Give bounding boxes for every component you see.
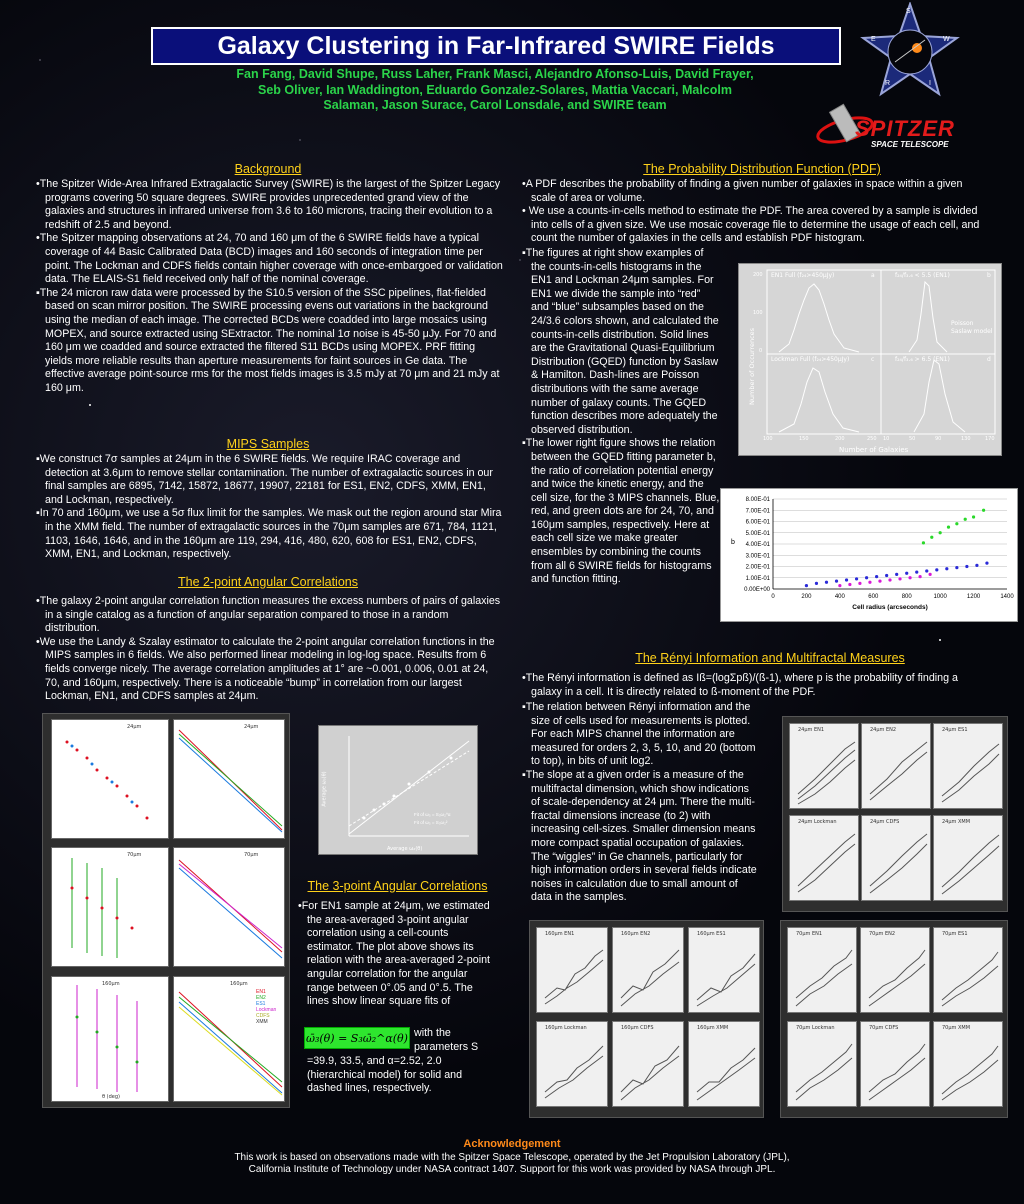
renyi-24-es1-label: 24μm ES1 — [942, 727, 968, 733]
renyi-70-en2-label: 70μm EN2 — [869, 931, 896, 937]
ack-line-1: This work is based on observations made with the Spitzer Space Telescope, operated by the Jet Propulsion Laboratory (JPL), — [234, 1152, 790, 1163]
legend-lockman: Lockman — [256, 1007, 277, 1013]
renyi-24-en1 — [789, 723, 859, 809]
b-chart-xtick-label: 1200 — [966, 594, 981, 600]
hist-xtick-5: 10 — [883, 436, 890, 442]
corr-plot-24-data — [51, 719, 169, 839]
spitzer-logo — [815, 100, 980, 152]
b-chart-point-series-1 — [965, 565, 968, 568]
hist-legend-saslaw: Saslaw model — [951, 328, 993, 335]
renyi-160-lockman-label: 160μm Lockman — [545, 1025, 587, 1031]
b-chart-point-series-2 — [898, 577, 901, 580]
hist-tag-c: c — [871, 356, 875, 363]
renyi-24-xmm-label: 24μm XMM — [942, 819, 971, 825]
corr-xlabel: θ (deg) — [102, 1094, 120, 1100]
three-point-formula: ω̄₃(θ) = S₃ω̄₂^α(θ) — [304, 1027, 410, 1049]
renyi-70-xmm — [933, 1021, 1003, 1107]
renyi-text-top — [522, 672, 988, 699]
mips-item-1: ▪ We construct 7σ samples at 24μm in the 6 SWIRE fields. We require IRAC coverage and detection at 3.6μm to remove stellar contamination. The number of extragalactic sources in our final samples are 6895, 7142, 15872, 18677, 19907, 22181 for ES1, EN2, CDFS, XMM, EN1, and Lockman, respectively. — [36, 453, 504, 507]
hist-xlabel: Number of Galaxies — [839, 446, 909, 454]
corr-fit-label-160: 160μm — [230, 981, 248, 987]
swire-letter-i: I — [929, 80, 931, 87]
hist-tag-a: a — [871, 272, 875, 279]
b-chart-point-series-2 — [838, 584, 841, 587]
mips-text — [36, 453, 504, 562]
hist-ytick-100: 100 — [753, 310, 763, 316]
three-point-ylabel: Average ω₃(θ) — [321, 771, 328, 807]
renyi-70-xmm-label: 70μm XMM — [942, 1025, 971, 1031]
b-chart-point-series-1 — [925, 569, 928, 572]
hist-xtick-3: 200 — [835, 436, 845, 442]
b-chart-xtick-label: 1000 — [933, 594, 947, 600]
corr-fit-label-24: 24μm — [244, 724, 259, 730]
corr-legend — [256, 989, 276, 1025]
swire-letter-r: R — [885, 80, 891, 87]
mips-item-2: ▪ In 70 and 160μm, we use a 5σ flux limit for the samples. We mask out the region around star Mira in the XMM field. The number of extragalactic sources in the 70μm samples are 671, 784, 1121, 1103, 1646, 1646, and in the 160μm are 119, 294, 416, 480, 620, 608 for ES1, EN2, CDFS, XMM, EN1, and Lockman, respectively. — [36, 507, 504, 561]
pdf-text-left — [522, 247, 720, 587]
b-chart-point-series-2 — [929, 573, 932, 576]
pdf-heading: The Probability Distribution Function (PDF) — [643, 162, 881, 176]
renyi-70-es1-label: 70μm ES1 — [942, 931, 968, 937]
renyi-70-en1-label: 70μm EN1 — [796, 931, 823, 937]
hist-panel-a: EN1 Full (f₂₄>450μJy) — [771, 272, 835, 279]
three-point-heading: The 3-point Angular Correlations — [307, 879, 488, 893]
legend-cdfs: CDFS — [256, 1013, 270, 1019]
pdf-item-4: ▪ The lower right figure shows the relation between the GQED fitting parameter b, the ratio of correlation potential energy and twice the kinetic energy, and the cell size, for the 3 MIPS channels. Blue, red, and green dots are for 24, 70, and 160μm samples, respectively. Here at each cell size we make greater ensembles by combining the counts from all 6 SWIRE fields for histograms and function fitting. — [522, 437, 720, 587]
hist-legend-poisson: Poisson — [951, 320, 974, 327]
renyi-160-es1 — [688, 927, 760, 1013]
b-chart-point-series-1 — [825, 581, 828, 584]
b-chart-point-series-1 — [835, 580, 838, 583]
b-chart-point-series-1 — [865, 576, 868, 579]
b-chart-xtick-label: 0 — [771, 594, 775, 600]
renyi-24-cdfs-label: 24μm CDFS — [870, 819, 900, 825]
three-point-plot — [318, 725, 478, 855]
pdf-item-1: • A PDF describes the probability of finding a given number of galaxies in space within a given scale of area or volume. — [522, 178, 988, 205]
b-chart-svg — [721, 489, 1019, 623]
b-chart-point-series-3 — [982, 509, 985, 512]
background-item-2: • The Spitzer mapping observations at 24, 70 and 160 μm of the 6 SWIRE fields have a typical coverage of 44 Basic Calibrated Data (BCD) images and 160 seconds of integration time per point. The Lockman and CDFS fields contain higher coverage with once-embargoed or validation data. The ELAIS-S1 field received only half of the nominal coverage. — [36, 232, 504, 286]
corr-plot-160-data — [51, 976, 169, 1102]
renyi-160-es1-label: 160μm ES1 — [697, 931, 726, 937]
ack-heading: Acknowledgement — [463, 1138, 561, 1150]
renyi-item-1: • The Rényi information is defined as Iß=(logΣpß)/(ß-1), where p is the probability of finding a galaxy in a cell. It is directly related to ß-moment of the PDF. — [522, 672, 988, 699]
b-chart-ytick-label: 3.00E-01 — [745, 553, 770, 560]
renyi-160-cdfs-label: 160μm CDFS — [621, 1025, 654, 1031]
renyi-24-lockman-label: 24μm Lockman — [798, 819, 837, 825]
b-chart-ylabel: b — [731, 539, 735, 546]
renyi-24-en2-label: 24μm EN2 — [870, 727, 897, 733]
swire-letter-e: E — [871, 36, 876, 43]
renyi-70-cdfs — [860, 1021, 930, 1107]
b-chart-point-series-1 — [915, 571, 918, 574]
b-chart-point-series-3 — [947, 526, 950, 529]
swire-letter-s: S — [906, 8, 911, 15]
two-point-item-2: • We use the Landy & Szalay estimator to calculate the 2-point angular correlation functions in the MIPS samples in 6 fields. We also performed linear modeling in log-log space. Results from 6 fields converge nicely. The average correlation amplitudes at 1° are ~0.001, 0.006, 0.01 at 24, 70, and 160μm, respectively. There is a noticeable “bump” in correlation from our largest Lockman, EN1, and CDFS samples at 24μm. — [36, 636, 504, 704]
b-chart-point-series-1 — [905, 572, 908, 575]
legend-en1: EN1 — [256, 989, 266, 995]
b-chart-point-series-1 — [885, 574, 888, 577]
spitzer-wordmark: SPITZER — [855, 116, 955, 141]
renyi-70-cdfs-label: 70μm CDFS — [869, 1025, 899, 1031]
pdf-item-3: ▪ The figures at right show examples of the counts-in-cells histograms in the EN1 and Lockman 24μm samples. For EN1 we divide the sample into “red” and “blue” subsamples based on the 24/3.6 colors shown, and calculated the counts-in-cells distribution. Solid lines are the Gravitational Quasi-Equilibrium Distribution (GQED) function by Saslaw & Hamilton. Dash-lines are Poisson distributions with the same average number of galaxy counts. The GQED function describes more adequately the observed distribution. — [522, 247, 720, 437]
renyi-160-en2 — [612, 927, 684, 1013]
hist-panel-b: f₂₄/f₃.₆ < 5.5 (EN1) — [895, 272, 950, 279]
renyi-160-xmm-label: 160μm XMM — [697, 1025, 729, 1031]
hist-tag-b: b — [987, 272, 991, 279]
corr-points-24 — [66, 741, 149, 820]
renyi-160-cdfs — [612, 1021, 684, 1107]
b-chart-ytick-label: 5.00E-01 — [745, 530, 770, 537]
background-heading: Background — [234, 162, 302, 176]
hist-ylabel: Number of Occurrences — [748, 327, 756, 405]
b-chart-ytick-label: 7.00E-01 — [745, 508, 770, 515]
b-chart-point-series-1 — [815, 582, 818, 585]
three-point-legend — [414, 811, 451, 827]
hist-ytick-200: 200 — [753, 272, 763, 278]
renyi-160-lockman — [536, 1021, 608, 1107]
background-item-3: ▪ The 24 micron raw data were processed by the S10.5 version of the SSC pipelines, flat-fielded based on scan mirror position. The SWIRE processing evens out variations in the background using the median of each image. The corrected BCDs were coadded into large mosaics using MOPEX, and source extracted using SExtractor. The nominal 1σ noise is 45-50 μJy. For 70 and 160 μm we coadded and source extracted the filtered S11 BCDs using MOPEX. PRF fitting yields more reliable results than aperture measurements for faint sources in Ge data. The effective average point-source rms for the most fields images is 3.5 mJy at 70 μm and 21 mJy at 160 μm. — [36, 287, 504, 396]
two-point-text — [36, 595, 504, 704]
three-point-legend-dashed: Fit of ω₃ = S₃ω₂² — [414, 820, 448, 825]
b-chart-xtick-label: 400 — [834, 594, 845, 600]
b-chart-ytick-label: 1.00E-01 — [745, 575, 770, 582]
renyi-24-es1 — [933, 723, 1003, 809]
b-chart-point-series-3 — [930, 536, 933, 539]
hist-xtick-9: 170 — [985, 436, 995, 442]
b-chart-point-series-2 — [878, 580, 881, 583]
corr-row-label-70: 70μm — [127, 852, 142, 858]
hist-panel-c: Lockman Full (f₂₄>450μJy) — [771, 356, 850, 363]
renyi-160-en1 — [536, 927, 608, 1013]
hist-xtick-8: 130 — [961, 436, 971, 442]
three-point-xlabel: Average ω₂(θ) — [387, 846, 423, 852]
renyi-160-en2-label: 160μm EN2 — [621, 931, 651, 937]
b-chart-point-series-3 — [972, 515, 975, 518]
renyi-text-left — [522, 701, 758, 905]
three-point-after: =39.9, 33.5, and α=2.52, 2.0 (hierarchical model) for solid and dashed lines, respectively. — [307, 1055, 463, 1095]
b-chart-point-series-3 — [922, 541, 925, 544]
author-list: Fan Fang, David Shupe, Russ Laher, Frank Masci, Alejandro Afonso-Luis, David Frayer, Seb Oliver, Ian Waddington, Eduardo Gonzalez-Solares, Mattia Vaccari, Malcolm Salaman, Jason Surace, Carol Lonsdale, and SWIRE team — [236, 67, 754, 112]
renyi-24-figure — [782, 716, 1008, 912]
b-chart-point-series-1 — [845, 578, 848, 581]
b-chart-point-series-2 — [848, 583, 851, 586]
swire-letter-w: W — [943, 36, 950, 43]
renyi-70-es1 — [933, 927, 1003, 1013]
b-chart-ytick-label: 8.00E-01 — [745, 497, 770, 503]
two-point-item-1: • The galaxy 2-point angular correlation function measures the excess numbers of pairs of galaxies in a single catalog as a function of angular separation compared to those in a random distribution. — [36, 595, 504, 636]
three-point-text — [298, 900, 493, 1009]
b-chart-xtick-label: 1400 — [1000, 594, 1014, 600]
hist-tag-d: d — [987, 356, 991, 363]
renyi-24-en1-label: 24μm EN1 — [798, 727, 825, 733]
pdf-item-2: • We use a counts-in-cells method to estimate the PDF. The area covered by a sample is divided into cells of a given size. We use mosaic coverage file to determine the usage of each cell, and count the number of galaxies in the cells and establish PDF histogram. — [522, 205, 988, 246]
b-chart-point-series-1 — [975, 564, 978, 567]
renyi-160-xmm — [688, 1021, 760, 1107]
b-chart-point-series-1 — [985, 562, 988, 565]
three-point-item: • For EN1 sample at 24μm, we estimated the area-averaged 3-point angular correlation using a cell-counts estimator. The plot above shows its relation with the area-averaged 2-point angular correlation for the angular range between 0°.05 and 0°.5. The lines show linear square fits of — [298, 900, 493, 1009]
renyi-heading: The Rényi Information and Multifractal Measures — [635, 651, 905, 665]
two-point-figure — [42, 713, 290, 1108]
legend-xmm: XMM — [256, 1019, 268, 1025]
b-chart-xlabel: Cell radius (arcseconds) — [852, 604, 928, 611]
legend-es1: ES1 — [256, 1001, 266, 1007]
legend-en2: EN2 — [256, 995, 266, 1001]
b-chart-point-series-1 — [955, 566, 958, 569]
renyi-item-3: ▪ The slope at a given order is a measure of the multifractal dimension, which show indications of scale-dependency at 24 μm. There the multi-fractal dimensions increase (to 2) with increasing cell-sizes. Smaller dimension means more compact spatial occupation of galaxies. The “wiggles” in Ge channels, particularly for high information orders in several fields indicate noises in calculation due to small amount of data in the samples. — [522, 769, 758, 905]
renyi-24-cdfs — [861, 815, 931, 901]
swire-logo — [855, 2, 965, 102]
renyi-70-lockman-label: 70μm Lockman — [796, 1025, 835, 1031]
b-chart-point-series-1 — [805, 584, 808, 587]
histogram-figure — [738, 263, 1002, 456]
hist-xtick-2: 150 — [799, 436, 809, 442]
three-point-with: with the parameters S — [414, 1027, 479, 1053]
b-chart-point-series-2 — [858, 582, 861, 585]
b-chart-point-series-2 — [908, 576, 911, 579]
renyi-70-lockman — [787, 1021, 857, 1107]
two-point-heading: The 2-point Angular Correlations — [178, 575, 358, 589]
b-chart-xtick-label: 200 — [801, 594, 812, 600]
hist-panel-d: f₂₄/f₃.₆ > 6.5 (EN1) — [895, 356, 950, 363]
hist-xtick-7: 90 — [935, 436, 942, 442]
renyi-item-2: ▪ The relation between Rényi information and the size of cells used for measurements is plotted. For each MIPS channel the information are measured for orders 2, 3, 5, 10, and 20 (bottom to top), in bits of unit log2. — [522, 701, 758, 769]
poster-title: Galaxy Clustering in Far-Infrared SWIRE Fields — [151, 27, 841, 65]
b-chart-point-series-2 — [868, 581, 871, 584]
corr-plot-70-data — [51, 847, 169, 967]
corr-plot-24-fit — [173, 719, 285, 839]
renyi-24-en2 — [861, 723, 931, 809]
corr-fit-label-70: 70μm — [244, 852, 259, 858]
b-chart-point-series-1 — [875, 575, 878, 578]
b-parameter-chart — [720, 488, 1018, 622]
b-chart-point-series-2 — [888, 578, 891, 581]
b-chart-point-series-1 — [855, 577, 858, 580]
b-chart-xtick-label: 800 — [901, 594, 912, 600]
b-chart-point-series-3 — [939, 531, 942, 534]
b-chart-point-series-3 — [964, 518, 967, 521]
hist-xtick-1: 100 — [763, 436, 773, 442]
b-chart-point-series-2 — [918, 575, 921, 578]
b-chart-ytick-label: 6.00E-01 — [745, 519, 770, 526]
three-point-legend-solid: Fit of ω₃ = S₃ω₂^α — [414, 812, 451, 817]
hist-xtick-6: 50 — [909, 436, 916, 442]
renyi-70-en1 — [787, 927, 857, 1013]
background-text — [36, 178, 504, 396]
mips-heading: MIPS Samples — [226, 437, 310, 451]
ack-line-2: California Institute of Technology under NASA contract 1407. Support for this work was provided by NASA through JPL. — [248, 1164, 776, 1175]
corr-plot-70-fit — [173, 847, 285, 967]
corr-row-label-24: 24μm — [127, 724, 142, 730]
renyi-160-en1-label: 160μm EN1 — [545, 931, 575, 937]
b-chart-point-series-1 — [895, 573, 898, 576]
b-chart-xtick-label: 600 — [868, 594, 879, 600]
pdf-text-top — [522, 178, 988, 246]
b-chart-point-series-3 — [955, 522, 958, 525]
b-chart-point-series-1 — [935, 568, 938, 571]
spitzer-subtitle: SPACE TELESCOPE — [871, 140, 949, 149]
b-chart-ytick-label: 2.00E-01 — [745, 564, 770, 571]
hist-xtick-4: 250 — [867, 436, 877, 442]
b-chart-ytick-label: 4.00E-01 — [745, 542, 770, 548]
renyi-24-lockman — [789, 815, 859, 901]
hist-ytick-0: 0 — [759, 348, 763, 354]
renyi-160-figure — [529, 920, 764, 1118]
b-chart-ytick-label: 0.00E+00 — [744, 587, 770, 593]
renyi-70-en2 — [860, 927, 930, 1013]
renyi-70-figure — [780, 920, 1008, 1118]
b-chart-point-series-1 — [945, 567, 948, 570]
corr-plot-160-fit — [173, 976, 285, 1102]
corr-row-label-160: 160μm — [102, 981, 120, 987]
background-item-1: • The Spitzer Wide-Area Infrared Extragalactic Survey (SWIRE) is the largest of the Spitzer Legacy programs covering 50 square degrees. SWIRE provides unprecedented grand view of the galaxies and structures in infrared universe from 3.6 to 160 microns, tracing their evolution to a redshift of 2.5 and beyond. — [36, 178, 504, 232]
renyi-24-xmm — [933, 815, 1003, 901]
